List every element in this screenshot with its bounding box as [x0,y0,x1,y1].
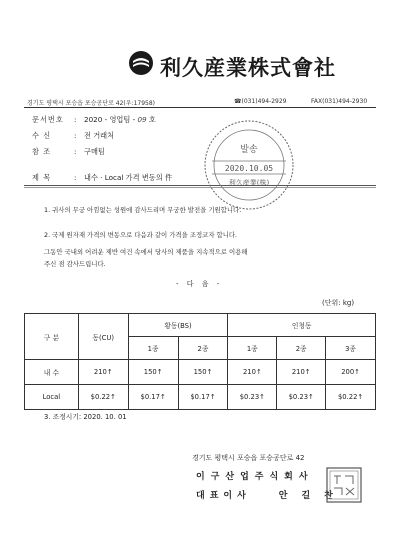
table-row [25,385,376,410]
recipient-label: 수 신 [32,131,52,140]
ceo-name: 안길찬 [278,491,347,501]
header-ps-3: 3종 [326,337,376,360]
ceo-title: 대표이사 [196,491,251,501]
company-tel: ☎(031)494-2929 [234,98,287,105]
signature-company: 이구산업주식회사 [196,472,314,482]
header-bs: 황동(BS) [128,314,228,337]
stamp-company: 利久産業(株) [228,179,270,187]
dispatch-stamp-icon [198,114,300,216]
cell-bs2: 150↑ [178,360,228,385]
doc-number-suffix: 호 [148,115,156,124]
unit-label: (단위: kg) [322,299,355,307]
cell-cu: $0.22↑ [78,385,128,410]
header-cu: 동(CU) [78,314,128,360]
header-ps-1: 1종 [228,337,277,360]
section-heading: - 다 음 - [176,280,223,288]
stamp-date: 2020.10.05 [224,164,274,173]
cell-bs1: 150↑ [128,360,178,385]
paragraph-3: 그동안 국내외 어려운 제반 여건 속에서 당사의 제품을 지속적으로 이용해 [44,248,248,256]
header-bs-1: 1종 [128,337,178,360]
header-divider [24,107,376,108]
cell-bs1: $0.17↑ [128,385,178,410]
subject-value: 내수 · Local 가격 변동의 件 [84,173,173,182]
paragraph-2: 2. 국제 원자재 가격의 변동으로 다음과 같이 가격을 조정코자 합니다. [44,231,238,239]
table-header-row [25,314,376,337]
adjustment-date: 3. 조정시기: 2020. 10. 01 [44,413,127,421]
header-bs-2: 2종 [178,337,228,360]
letterhead [128,44,336,84]
subject-row: 제 목 : 내수 · Local 가격 변동의 件 [32,173,173,182]
company-logo-icon [128,50,154,76]
cell-ps1: $0.23↑ [228,385,277,410]
stamp-top-text: 발송 [240,145,258,155]
paragraph-4: 주신 점 감사드립니다. [44,260,106,268]
cell-bs2: $0.17↑ [178,385,228,410]
reference-label: 참 조 [32,147,52,156]
cell-cu: 210↑ [78,360,128,385]
signature-address: 경기도 평택시 포승읍 포승공단로 42 [192,454,305,462]
company-address: 경기도 평택시 포승읍 포승공단로 42(우:17958) [27,100,155,107]
recipient-value: 전 거래처 [84,131,115,140]
doc-number-handwritten: 09 [137,115,147,124]
reference-row: 참 조 : 구매팀 [32,147,105,156]
company-fax: FAX(031)494-2930 [311,98,368,105]
doc-number-label: 문서번호 [32,115,64,124]
cell-ps1: 210↑ [228,360,277,385]
cell-ps3: $0.22↑ [326,385,376,410]
table-row [25,360,376,385]
paragraph-1: 1. 귀사의 무궁 아낌없는 성원에 감사드리며 무궁한 발전을 기원합니다. [44,206,242,214]
header-ps-2: 2종 [277,337,326,360]
recipient-row: 수 신 : 전 거래처 [32,131,115,140]
company-name: 利久産業株式會社 [160,55,336,80]
doc-number-row: 문서번호 : 2020 - 영업팀 - 09 호 [32,115,156,124]
header-gubun: 구 분 [25,314,79,360]
company-seal-icon [325,466,363,504]
cell-ps3: 200↑ [326,360,376,385]
price-table [24,313,376,410]
reference-value: 구매팀 [84,147,105,156]
header-ps: 인청동 [228,314,376,337]
cell-ps2: $0.23↑ [277,385,326,410]
doc-number-value: 2020 - 영업팀 - [84,115,136,124]
subject-label: 제 목 [32,173,52,182]
row-label: 내 수 [25,360,79,385]
cell-ps2: 210↑ [277,360,326,385]
row-label: Local [25,385,79,410]
